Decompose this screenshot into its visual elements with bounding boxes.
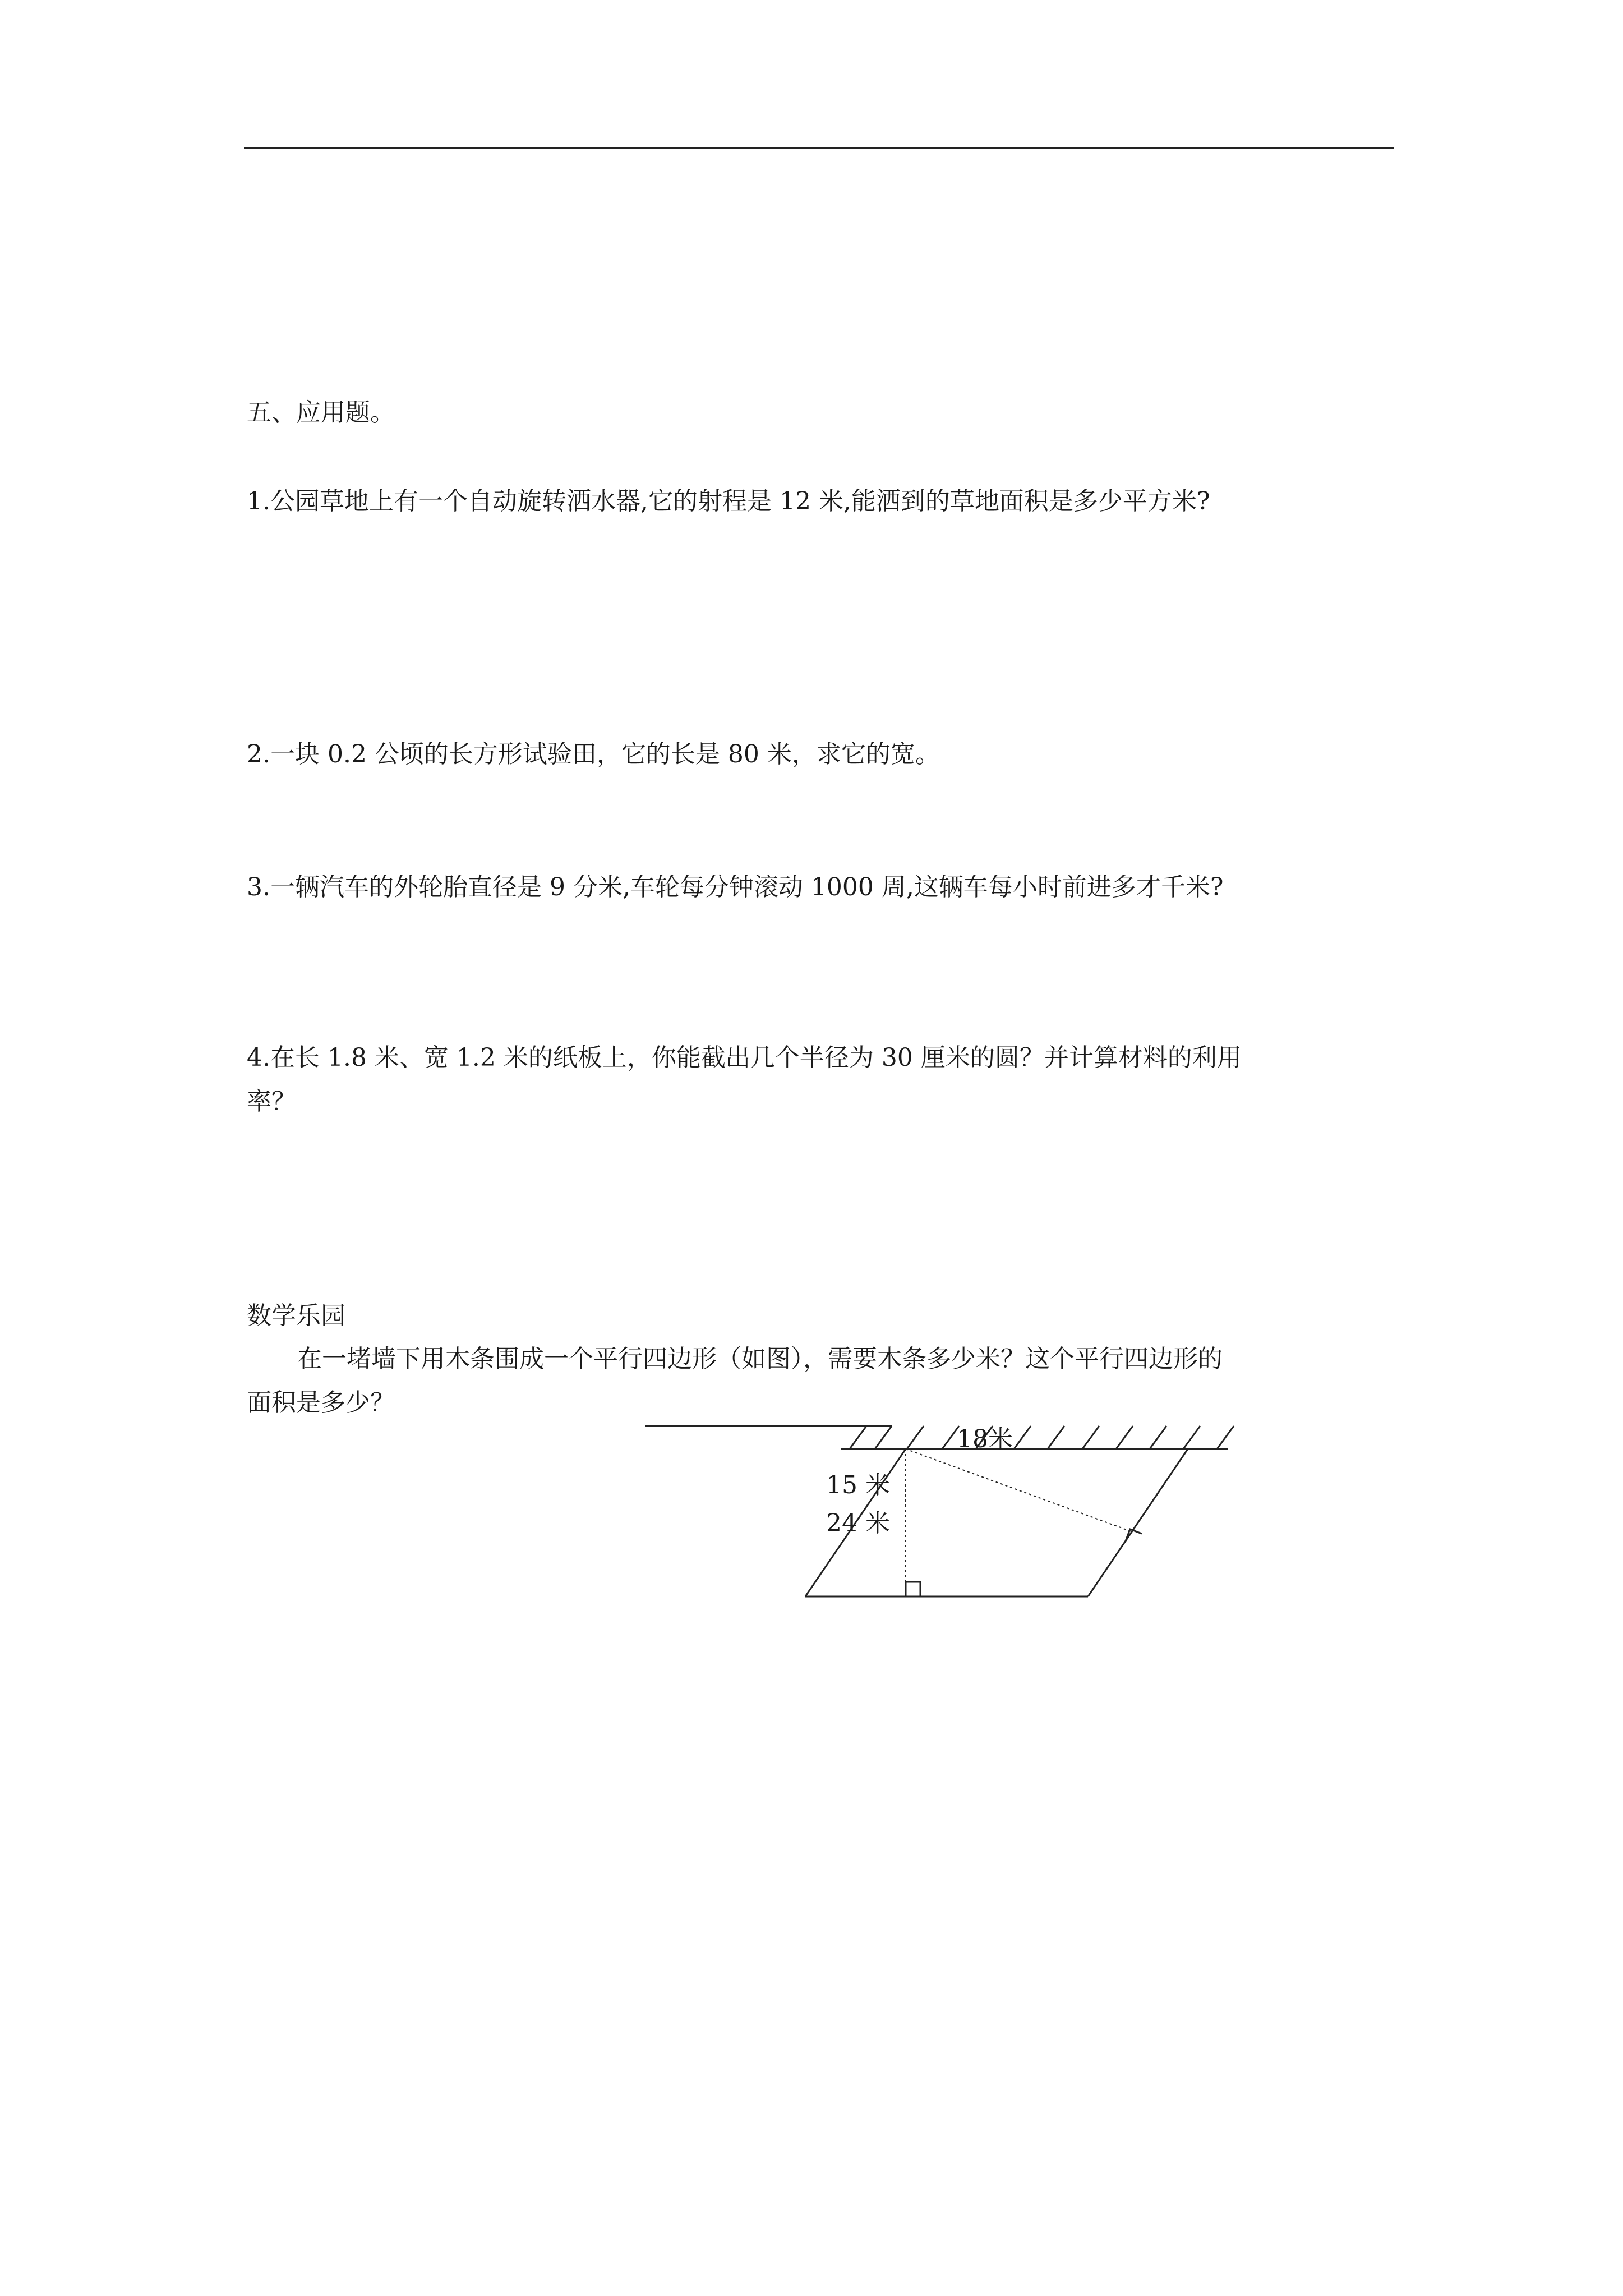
label-side-length: 15 米 [826,1471,890,1499]
question-2: 2.一块 0.2 公顷的长方形试验田，它的长是 80 米，求它的宽。 [247,740,940,769]
parallelogram-figure [639,1419,1262,1604]
perpendicular-height-line [906,1449,1131,1531]
section-heading: 五、应用题。 [247,398,395,427]
math-garden-line-1: 在一堵墙下用木条围成一个平行四边形（如图），需要木条多少米？这个平行四边形的 [297,1345,1223,1373]
math-garden-title: 数学乐园 [247,1301,345,1330]
right-angle-marker-bottom [906,1582,920,1596]
parallelogram-right-side [1088,1449,1188,1596]
right-angle-marker-side [1126,1529,1142,1541]
label-top-length: 18米 [957,1425,1013,1453]
parallelogram-diagram [639,1419,1262,1604]
question-3: 3.一辆汽车的外轮胎直径是 9 分米,车轮每分钟滚动 1000 周,这辆车每小时前进多才千米? [247,873,1224,901]
label-height: 24 米 [826,1509,890,1538]
question-1: 1.公园草地上有一个自动旋转洒水器,它的射程是 12 米,能洒到的草地面积是多少平方米? [247,487,1210,516]
header-rule [244,147,1394,149]
question-4-line-2: 率？ [247,1087,296,1116]
question-4-line-1: 4.在长 1.8 米、宽 1.2 米的纸板上，你能截出几个半径为 30 厘米的圆？并计算材料的利用 [247,1043,1242,1072]
math-garden-line-2: 面积是多少？ [247,1388,395,1417]
wall-hatching [850,1426,1234,1449]
